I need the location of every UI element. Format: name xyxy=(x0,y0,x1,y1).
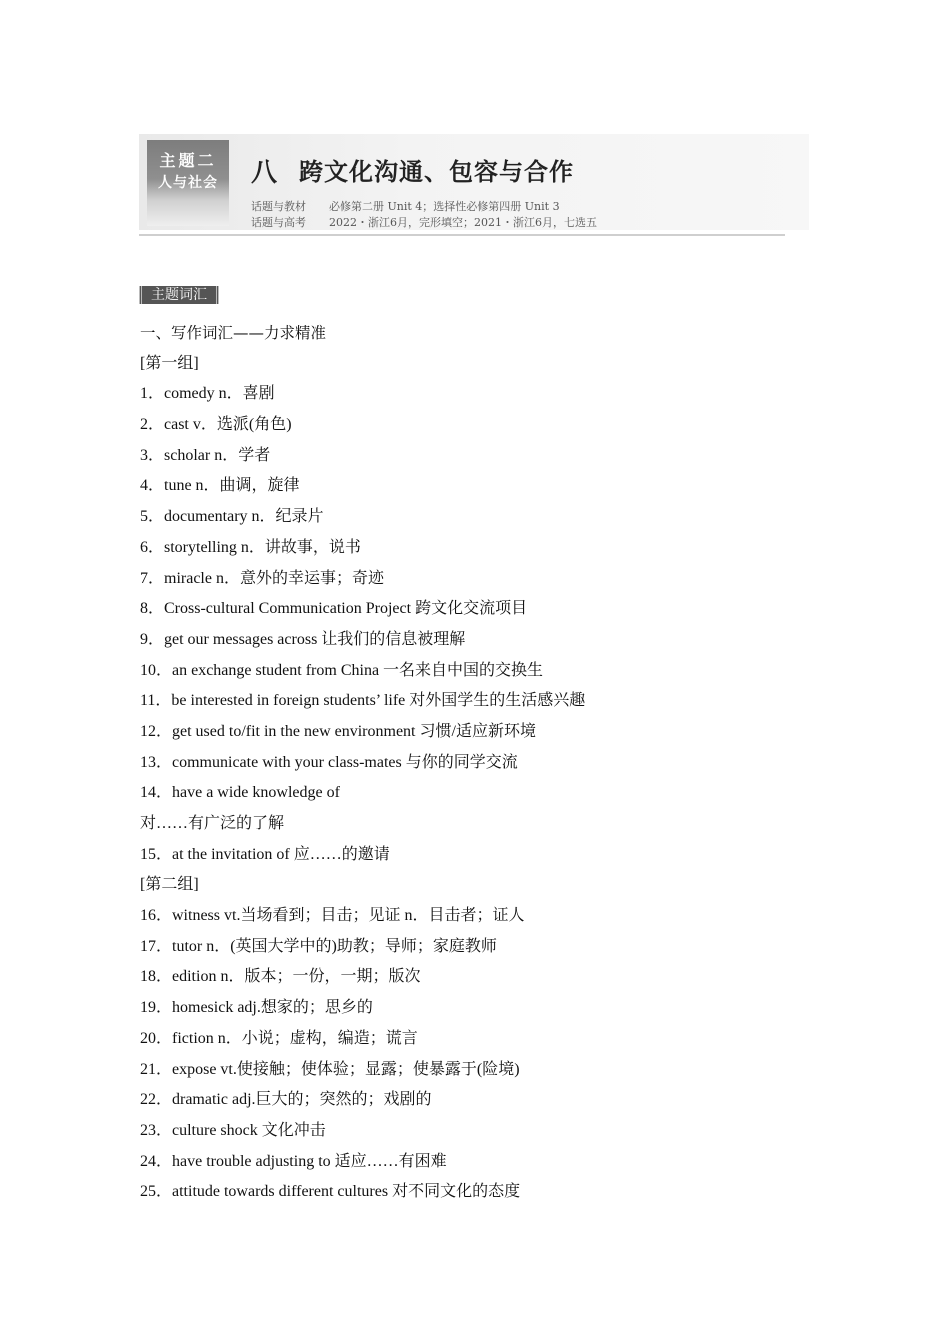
vocab-item: 18．edition n．版本；一份，一期；版次 xyxy=(140,968,421,986)
vocab-item: 3．scholar n．学者 xyxy=(140,446,271,464)
vocab-item: 16．witness vt.当场看到；目击；见证 n．目击者；证人 xyxy=(140,907,525,925)
vocab-item: 6．storytelling n．讲故事，说书 xyxy=(140,538,361,556)
theme-badge xyxy=(147,140,229,226)
vocab-item: 23．culture shock 文化冲击 xyxy=(140,1121,326,1139)
vocab-item: 2．cast v．选派(角色) xyxy=(140,416,292,434)
badge-theme-number: 主题二 xyxy=(159,151,217,170)
exam-row xyxy=(251,214,597,230)
vocab-item: 12．get used to/fit in the new environment 习惯/适应新环境 xyxy=(140,722,536,740)
unit-title: 跨文化沟通、包容与合作 xyxy=(299,158,574,186)
group-label: [第二组] xyxy=(140,876,199,894)
vocabulary-list xyxy=(140,318,820,1208)
exam-label: 话题与高考 xyxy=(251,216,306,229)
vocab-item: 21．expose vt.使接触；使体验；显露；使暴露于(险境) xyxy=(140,1060,520,1078)
vocab-item-continuation: 对……有广泛的了解 xyxy=(140,815,285,832)
vocab-item: 24．have trouble adjusting to 适应……有困难 xyxy=(140,1152,447,1170)
vocab-item: 9．get our messages across 让我们的信息被理解 xyxy=(140,630,466,648)
vocab-item: 20．fiction n．小说；虚构，编造；谎言 xyxy=(140,1029,418,1047)
vocab-item: 25．attitude towards different cultures 对不同文化的态度 xyxy=(140,1183,521,1201)
vocab-item: 10．an exchange student from China 一名来自中国的交换生 xyxy=(140,661,544,679)
vocab-item: 15．at the invitation of 应……的邀请 xyxy=(140,845,390,863)
banner-divider xyxy=(139,234,785,236)
badge-theme-name: 人与社会 xyxy=(158,175,218,191)
textbook-row xyxy=(251,198,560,214)
vocab-item: 8．Cross-cultural Communication Project 跨文化交流项目 xyxy=(140,600,528,618)
vocab-item: 14．have a wide knowledge of xyxy=(140,784,340,802)
textbook-text: 必修第二册 Unit 4；选择性必修第四册 Unit 3 xyxy=(329,200,560,213)
vocab-item: 19．homesick adj.想家的；思乡的 xyxy=(140,999,373,1017)
unit-number: 八 xyxy=(251,158,278,188)
vocab-item: 7．miracle n．意外的幸运事；奇迹 xyxy=(140,569,384,587)
vocab-item: 13．communicate with your class-mates 与你的同学交流 xyxy=(140,753,518,771)
exam-text: 2022・浙江6月，完形填空；2021・浙江6月，七选五 xyxy=(329,216,597,229)
group-label: [第一组] xyxy=(140,354,199,372)
textbook-label: 话题与教材 xyxy=(251,200,306,213)
vocab-item: 1．comedy n．喜剧 xyxy=(140,385,275,403)
vocab-item: 5．documentary n．纪录片 xyxy=(140,508,324,526)
unit-banner xyxy=(139,134,809,230)
section-tag: 主题词汇 xyxy=(139,286,219,304)
section-heading: 一、写作词汇——力求精准 xyxy=(140,324,327,342)
vocab-item: 11．be interested in foreign students’ life 对外国学生的生活感兴趣 xyxy=(140,692,586,710)
vocab-item: 22．dramatic adj.巨大的；突然的；戏剧的 xyxy=(140,1091,432,1109)
vocab-item: 4．tune n．曲调，旋律 xyxy=(140,477,300,495)
vocab-item: 17．tutor n．(英国大学中的)助教；导师；家庭教师 xyxy=(140,937,497,955)
